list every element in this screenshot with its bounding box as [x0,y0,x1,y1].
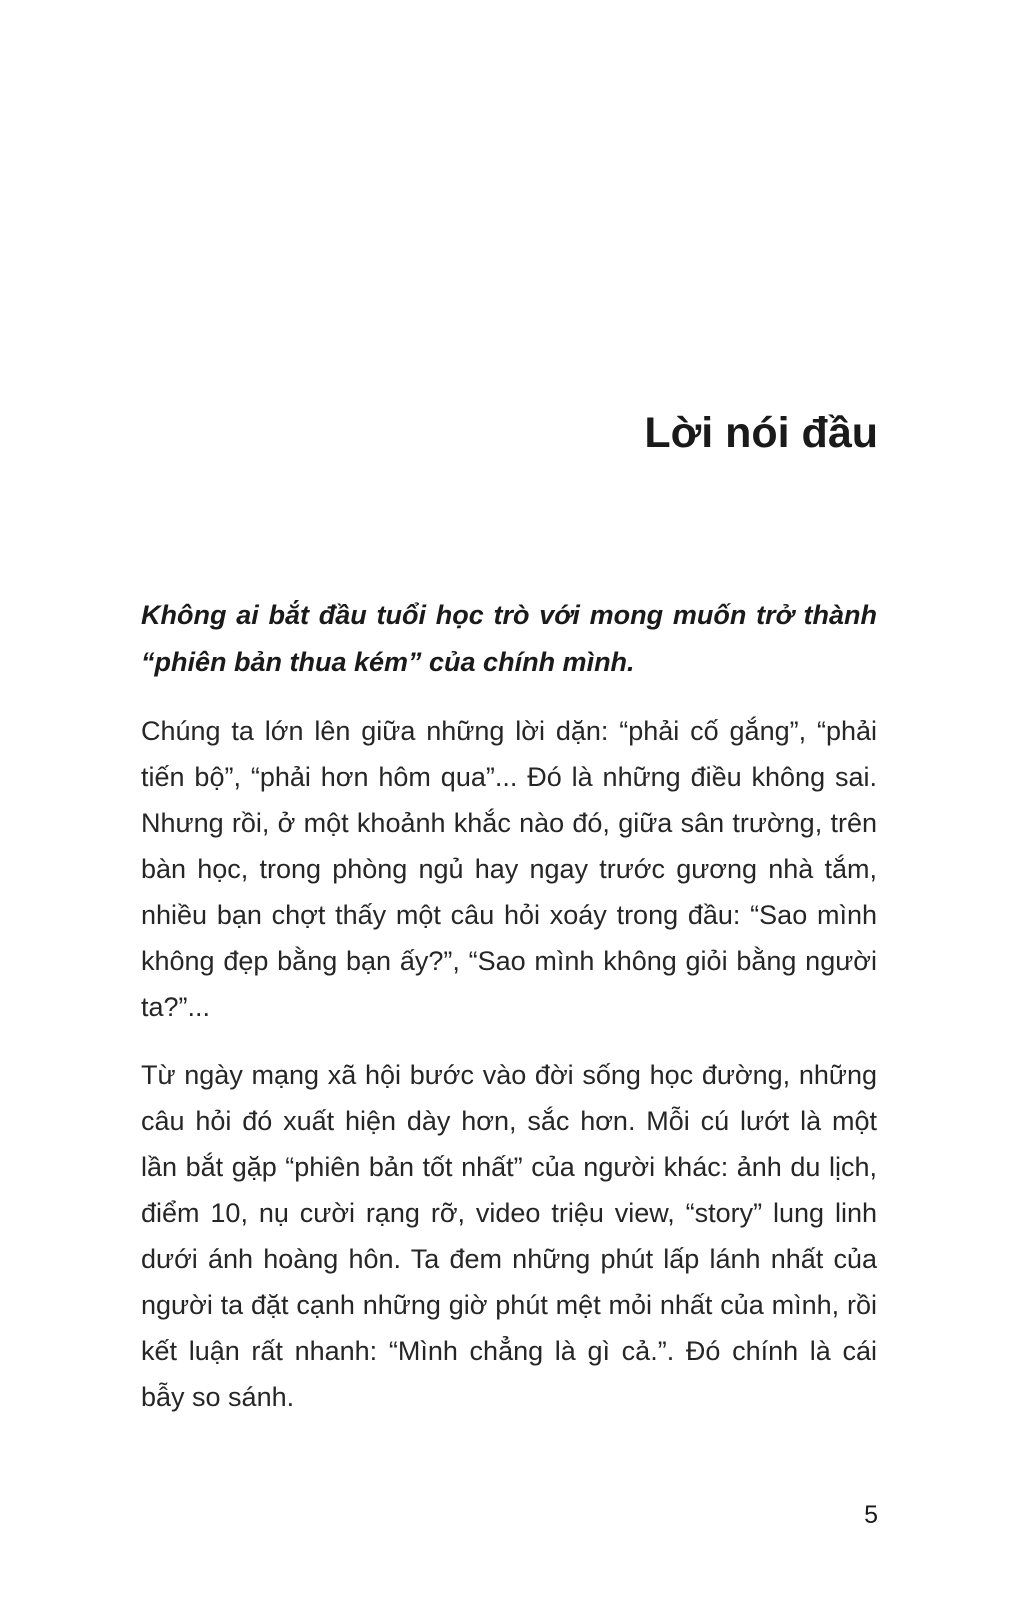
body-paragraph-1: Chúng ta lớn lên giữa những lời dặn: “phải cố gắng”, “phải tiến bộ”, “phải hơn hôm qua”... Đó là những điều không sai. Nhưng rồi, ở một khoảnh khắc nào đó, giữa sân trường, trên bàn học, trong phòng ngủ hay ngay trước gương nhà tắm, nhiều bạn chợt thấy một câu hỏi xoáy trong đầu: “Sao mình không đẹp bằng bạn ấy?”, “Sao mình không giỏi bằng người ta?”... [141,716,877,1022]
page-number: 5 [864,1501,878,1529]
page-body [141,592,877,1442]
lead-paragraph: Không ai bắt đầu tuổi học trò với mong muốn trở thành “phiên bản thua kém” của chính mình. [141,600,877,677]
body-paragraph-2: Từ ngày mạng xã hội bước vào đời sống học đường, những câu hỏi đó xuất hiện dày hơn, sắc hơn. Mỗi cú lướt là một lần bắt gặp “phiên bản tốt nhất” của người khác: ảnh du lịch, điểm 10, nụ cười rạng rỡ, video triệu view, “story” lung linh dưới ánh hoàng hôn. Ta đem những phút lấp lánh nhất của người ta đặt cạnh những giờ phút mệt mỏi nhất của mình, rồi kết luận rất nhanh: “Mình chẳng là gì cả.”. Đó chính là cái bẫy so sánh. [141,1060,877,1412]
chapter-title: Lời nói đầu [644,409,878,457]
